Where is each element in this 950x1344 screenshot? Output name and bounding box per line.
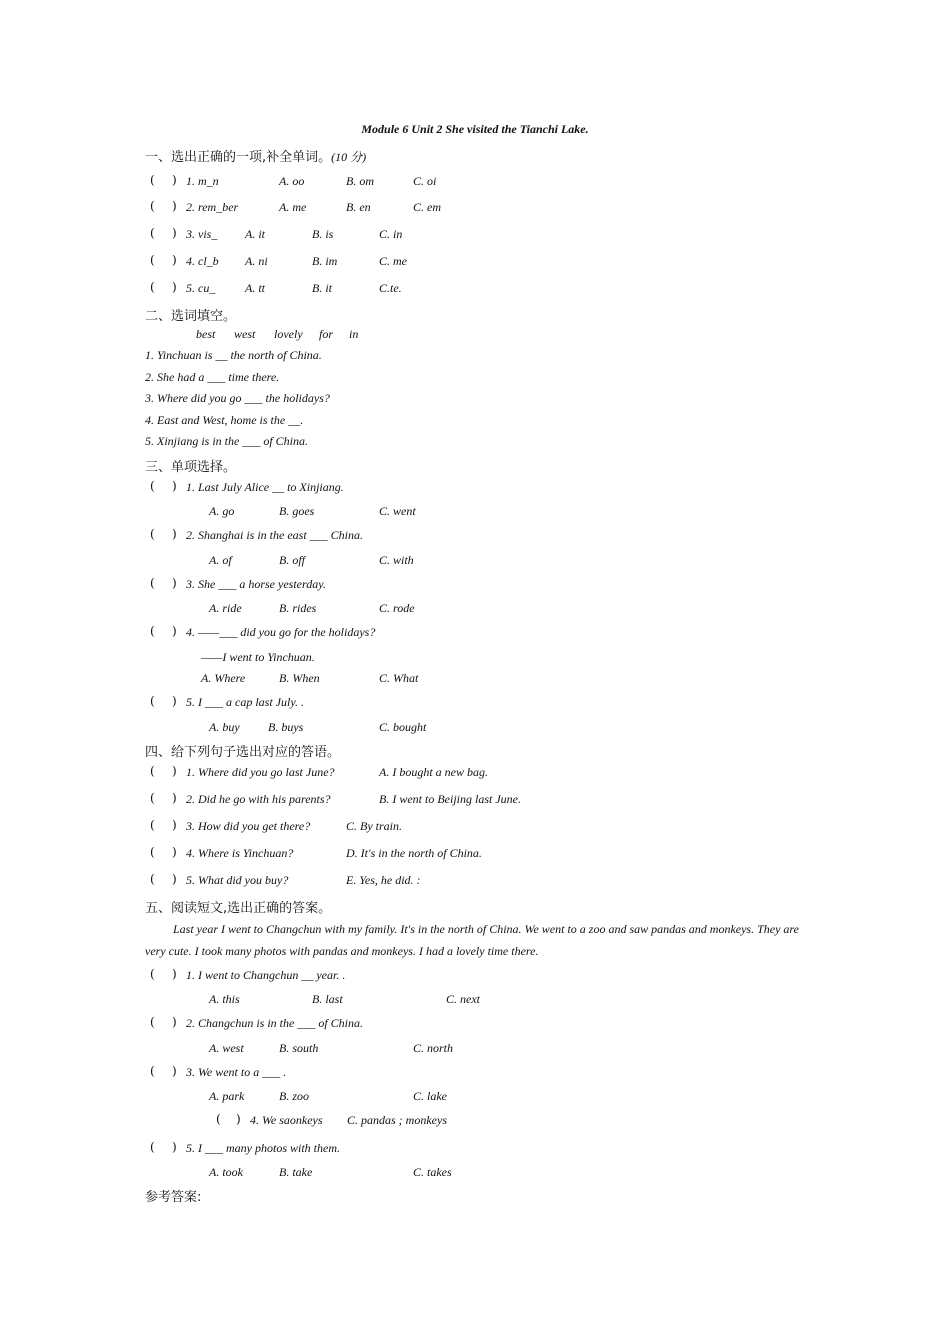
- question-text: 4. ——___ did you go for the holidays?: [186, 625, 376, 639]
- answer-close-paren: ): [172, 845, 177, 859]
- option-b: B. off: [279, 553, 305, 567]
- option-c: C. rode: [379, 601, 415, 615]
- option-c: C. with: [379, 553, 414, 567]
- option-b: B. last: [312, 992, 343, 1006]
- word-bank-item: in: [349, 327, 359, 341]
- option-b: B. om: [346, 174, 374, 188]
- option-c: C. next: [446, 992, 480, 1006]
- option-b: B. is: [312, 227, 334, 241]
- answer-open-paren[interactable]: (: [150, 967, 155, 981]
- answer-close-paren: ): [172, 1064, 177, 1078]
- question-text: 3. vis_: [186, 227, 218, 241]
- answer-close-paren: ): [172, 576, 177, 590]
- page-title: Module 6 Unit 2 She visited the Tianchi Lake.: [361, 122, 589, 136]
- answer-open-paren[interactable]: (: [150, 818, 155, 832]
- answer-close-paren: ): [172, 694, 177, 708]
- answer-option: B. I went to Beijing last June.: [379, 792, 521, 806]
- answer-close-paren: ): [236, 1112, 241, 1126]
- answer-close-paren: ): [172, 173, 177, 187]
- question-text: 5. I ___ many photos with them.: [186, 1141, 340, 1155]
- answer-option: E. Yes, he did. :: [346, 873, 421, 887]
- answer-close-paren: ): [172, 967, 177, 981]
- question-text: 1. I went to Changchun __ year. .: [186, 968, 346, 982]
- option-c: C. pandas ; monkeys: [347, 1113, 447, 1127]
- option-a: A. Where: [201, 671, 246, 685]
- option-c: C. went: [379, 504, 416, 518]
- answer-open-paren[interactable]: (: [150, 527, 155, 541]
- option-b: B. take: [279, 1165, 313, 1179]
- question-text: 5. What did you buy?: [186, 873, 289, 887]
- answer-open-paren[interactable]: (: [150, 1140, 155, 1154]
- answer-close-paren: ): [172, 872, 177, 886]
- option-a: A. oo: [279, 174, 305, 188]
- option-b: B. it: [312, 281, 332, 295]
- word-bank-item: lovely: [274, 327, 303, 341]
- answer-open-paren[interactable]: (: [150, 872, 155, 886]
- question-text: 2. rem_ber: [186, 200, 239, 214]
- question-text: 1. Where did you go last June?: [186, 765, 335, 779]
- answer-close-paren: ): [172, 764, 177, 778]
- option-a: A. it: [245, 227, 265, 241]
- answer-close-paren: ): [172, 226, 177, 240]
- option-b: B. When: [279, 671, 320, 685]
- option-a: A. buy: [209, 720, 240, 734]
- question-text: 3. She ___ a horse yesterday.: [186, 577, 326, 591]
- option-a: A. park: [209, 1089, 245, 1103]
- answer-open-paren[interactable]: (: [150, 791, 155, 805]
- fill-sentence: 3. Where did you go ___ the holidays?: [145, 391, 330, 405]
- answer-open-paren[interactable]: (: [150, 694, 155, 708]
- question-text: 2. Changchun is in the ___ of China.: [186, 1016, 363, 1030]
- option-a: A. go: [209, 504, 235, 518]
- dialogue-reply: ——I went to Yinchuan.: [201, 650, 315, 664]
- question-text: 1. m_n: [186, 174, 219, 188]
- option-c: C. oi: [413, 174, 437, 188]
- section3-heading: 三、单项选择。: [145, 460, 237, 475]
- answer-close-paren: ): [172, 1015, 177, 1029]
- option-a: A. me: [279, 200, 307, 214]
- answer-close-paren: ): [172, 253, 177, 267]
- answer-option: D. It's in the north of China.: [346, 846, 482, 860]
- word-bank-item: for: [319, 327, 334, 341]
- answer-open-paren[interactable]: (: [150, 1015, 155, 1029]
- option-a: A. tt: [245, 281, 265, 295]
- fill-sentence: 1. Yinchuan is __ the north of China.: [145, 348, 322, 362]
- answer-open-paren[interactable]: (: [150, 1064, 155, 1078]
- option-a: A. this: [209, 992, 240, 1006]
- option-c: C. north: [413, 1041, 454, 1055]
- option-c: C. lake: [413, 1089, 447, 1103]
- section5-heading: 五、阅读短文,选出正确的答案。: [145, 901, 332, 916]
- answer-close-paren: ): [172, 280, 177, 294]
- answer-key-heading: 参考答案:: [145, 1190, 202, 1205]
- option-a: A. of: [209, 553, 232, 567]
- option-c: C. bought: [379, 720, 427, 734]
- answer-open-paren[interactable]: (: [150, 173, 155, 187]
- question-text: 2. Did he go with his parents?: [186, 792, 331, 806]
- answer-open-paren[interactable]: (: [150, 576, 155, 590]
- question-text: 4. cl_b: [186, 254, 219, 268]
- option-b: B. south: [279, 1041, 319, 1055]
- option-b: B. im: [312, 254, 338, 268]
- option-c: C. in: [379, 227, 403, 241]
- answer-close-paren: ): [172, 791, 177, 805]
- answer-open-paren[interactable]: (: [150, 280, 155, 294]
- section1-score: (10 分): [331, 150, 367, 164]
- option-a: A. took: [209, 1165, 243, 1179]
- word-bank-item: west: [234, 327, 256, 341]
- option-c: C. takes: [413, 1165, 452, 1179]
- question-text: 3. How did you get there?: [186, 819, 311, 833]
- word-bank-item: best: [196, 327, 216, 341]
- reading-passage: Last year I went to Changchun with my family. It's in the north of China. We went to a zoo and saw pandas and monkeys. They are very cute. I took many photos with pandas and monkeys. I had a lovely time there.: [145, 922, 799, 958]
- answer-open-paren[interactable]: (: [216, 1112, 221, 1126]
- question-text: 4. Where is Yinchuan?: [186, 846, 294, 860]
- answer-open-paren[interactable]: (: [150, 199, 155, 213]
- answer-open-paren[interactable]: (: [150, 479, 155, 493]
- option-c: C. What: [379, 671, 419, 685]
- option-b: B. zoo: [279, 1089, 309, 1103]
- option-a: A. west: [209, 1041, 244, 1055]
- answer-close-paren: ): [172, 1140, 177, 1154]
- answer-open-paren[interactable]: (: [150, 845, 155, 859]
- option-c: C. me: [379, 254, 407, 268]
- option-a: A. ride: [209, 601, 242, 615]
- question-text: 1. Last July Alice __ to Xinjiang.: [186, 480, 344, 494]
- question-text: 5. cu_: [186, 281, 216, 295]
- answer-option: A. I bought a new bag.: [379, 765, 488, 779]
- section1-heading: [145, 146, 366, 165]
- answer-option: C. By train.: [346, 819, 402, 833]
- question-text: 3. We went to a ___ .: [186, 1065, 287, 1079]
- question-text: 4. We saonkeys: [250, 1113, 323, 1127]
- question-text: 2. Shanghai is in the east ___ China.: [186, 528, 363, 542]
- answer-close-paren: ): [172, 624, 177, 638]
- option-c: C. em: [413, 200, 441, 214]
- answer-open-paren[interactable]: (: [150, 624, 155, 638]
- answer-open-paren[interactable]: (: [150, 226, 155, 240]
- answer-close-paren: ): [172, 818, 177, 832]
- option-b: B. rides: [279, 601, 317, 615]
- fill-sentence: 5. Xinjiang is in the ___ of China.: [145, 434, 309, 448]
- question-text: 5. I ___ a cap last July. .: [186, 695, 304, 709]
- section4-heading: 四、给下列句子选出对应的答语。: [145, 745, 341, 760]
- option-a: A. ni: [245, 254, 268, 268]
- option-c: C.te.: [379, 281, 402, 295]
- option-b: B. buys: [268, 720, 304, 734]
- section2-heading: 二、选词填空。: [145, 309, 237, 324]
- section1-heading-text: 一、选出正确的一项,补全单词。: [145, 150, 332, 165]
- answer-open-paren[interactable]: (: [150, 764, 155, 778]
- option-b: B. goes: [279, 504, 315, 518]
- fill-sentence: 4. East and West, home is the __.: [145, 413, 304, 427]
- fill-sentence: 2. She had a ___ time there.: [145, 370, 280, 384]
- answer-close-paren: ): [172, 479, 177, 493]
- answer-open-paren[interactable]: (: [150, 253, 155, 267]
- answer-close-paren: ): [172, 199, 177, 213]
- option-b: B. en: [346, 200, 371, 214]
- answer-close-paren: ): [172, 527, 177, 541]
